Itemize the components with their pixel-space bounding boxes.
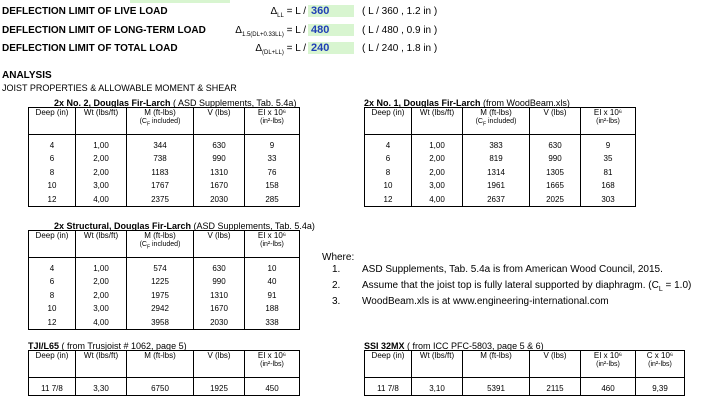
table-cell: 4	[365, 135, 412, 153]
column-header: EI x 10⁶ (in²-lbs)	[245, 108, 300, 135]
table-cell: 1310	[194, 289, 245, 302]
table-cell: 285	[245, 193, 300, 207]
table-cell: 1767	[127, 179, 194, 192]
table-row	[29, 135, 300, 153]
column-header: EI x 10⁶ (in²-lbs)	[245, 351, 300, 378]
column-header: V (lbs)	[194, 108, 245, 135]
table-cell: 2,00	[412, 152, 463, 165]
table-cell: 1,00	[412, 135, 463, 153]
table-cell: 10	[29, 179, 76, 192]
table-cell: 188	[245, 302, 300, 315]
table-cell: 2942	[127, 302, 194, 315]
column-header: Wt (lbs/ft)	[76, 351, 127, 378]
deflection-limit-label: DEFLECTION LIMIT OF LIVE LOAD	[2, 6, 168, 17]
column-header: Wt (lbs/ft)	[412, 351, 463, 378]
table-row	[29, 152, 300, 165]
table-cell: 8	[29, 166, 76, 179]
table-cell: 630	[530, 135, 581, 153]
table-title: 2x No. 2, Douglas Fir-Larch ( ASD Supplements, Tab. 5.4a)	[54, 98, 297, 108]
deflection-symbol: $\Delta_{(DL+LL)} = L$ /	[255, 43, 306, 56]
deflection-symbol: $\Delta_{LL} = L$ /	[270, 6, 306, 19]
column-header: Deep (in)	[29, 108, 76, 135]
table-title: 2x No. 1, Douglas Fir-Larch (from WoodBeam.xls)	[364, 98, 570, 108]
table-cell: 738	[127, 152, 194, 165]
table-cell: 8	[29, 289, 76, 302]
table-cell: 990	[530, 152, 581, 165]
table-cell: 2,00	[76, 275, 127, 288]
table-cell: 40	[245, 275, 300, 288]
table-row	[365, 179, 636, 192]
note-text: WoodBeam.xls is at www.engineering-international.com	[362, 296, 609, 307]
table-cell: 2,00	[76, 152, 127, 165]
table-cell: 2030	[194, 316, 245, 330]
table-cell: 1925	[194, 378, 245, 396]
deflection-limit-input[interactable]: 360	[308, 5, 354, 17]
table-cell: 1,00	[76, 258, 127, 276]
column-header: C x 10⁶ (in²-lbs)	[636, 351, 685, 378]
deflection-limit-input[interactable]: 480	[308, 24, 354, 36]
joist-property-table	[364, 350, 685, 396]
table-cell: 168	[581, 179, 636, 192]
table-title: 2x Structural, Douglas Fir-Larch (ASD Supplements, Tab. 5.4a)	[54, 221, 315, 231]
table-row	[29, 166, 300, 179]
table-cell: 3,00	[412, 179, 463, 192]
table-cell: 5391	[463, 378, 530, 396]
analysis-subheading: JOIST PROPERTIES & ALLOWABLE MOMENT & SHEAR	[2, 83, 237, 93]
column-header: Deep (in)	[365, 351, 412, 378]
note-number: 3.	[332, 296, 341, 307]
column-header: Wt (lbs/ft)	[412, 108, 463, 135]
table-cell: 2025	[530, 193, 581, 207]
table-title: SSI 32MX ( from ICC PFC-5803, page 5 & 6)	[364, 341, 544, 351]
column-header: M (ft-lbs) ($C_F$ included)	[463, 108, 530, 135]
table-cell: 338	[245, 316, 300, 330]
table-cell: 1225	[127, 275, 194, 288]
table-cell: 3,10	[412, 378, 463, 396]
table-cell: 4	[29, 258, 76, 276]
table-cell: 10	[365, 179, 412, 192]
table-cell: 1310	[194, 166, 245, 179]
table-cell: 1670	[194, 179, 245, 192]
deflection-limit-label: DEFLECTION LIMIT OF TOTAL LOAD	[2, 43, 178, 54]
table-cell: 1305	[530, 166, 581, 179]
table-row	[29, 316, 300, 330]
table-cell: 383	[463, 135, 530, 153]
table-row	[29, 193, 300, 207]
table-cell: 3,00	[76, 179, 127, 192]
table-cell: 3,00	[76, 302, 127, 315]
joist-property-table	[364, 107, 636, 207]
notes-where-label: Where:	[322, 252, 355, 263]
column-header: V (lbs)	[530, 108, 581, 135]
deflection-symbol: $\Delta_{1.5(DL+0.33LL)} = L$ /	[235, 25, 306, 38]
table-cell: 2030	[194, 193, 245, 207]
column-header: Deep (in)	[29, 231, 76, 258]
deflection-limit-label: DEFLECTION LIMIT OF LONG-TERM LOAD	[2, 25, 206, 36]
table-cell: 8	[365, 166, 412, 179]
table-row	[365, 135, 636, 153]
table-cell: 9	[245, 135, 300, 153]
table-cell: 990	[194, 152, 245, 165]
table-cell: 33	[245, 152, 300, 165]
table-cell: 9	[581, 135, 636, 153]
table-cell: 76	[245, 166, 300, 179]
analysis-heading: ANALYSIS	[2, 70, 52, 81]
table-row	[29, 275, 300, 288]
table-cell: 11 7/8	[29, 378, 76, 396]
table-cell: 11 7/8	[365, 378, 412, 396]
deflection-limit-note: ( L / 360 , 1.2 in )	[362, 6, 438, 17]
column-header: Deep (in)	[365, 108, 412, 135]
table-cell: 574	[127, 258, 194, 276]
table-cell: 460	[581, 378, 636, 396]
table-cell: 1183	[127, 166, 194, 179]
table-cell: 450	[245, 378, 300, 396]
table-cell: 3,30	[76, 378, 127, 396]
table-cell: 6	[29, 275, 76, 288]
table-cell: 1961	[463, 179, 530, 192]
table-cell: 2115	[530, 378, 581, 396]
table-cell: 10	[29, 302, 76, 315]
table-cell: 12	[365, 193, 412, 207]
table-row	[29, 179, 300, 192]
column-header: EI x 10⁶ (in²-lbs)	[581, 351, 636, 378]
table-cell: 1975	[127, 289, 194, 302]
table-cell: 158	[245, 179, 300, 192]
note-text: ASD Supplements, Tab. 5.4a is from American Wood Council, 2015.	[362, 264, 663, 275]
table-cell: 2375	[127, 193, 194, 207]
table-row	[29, 289, 300, 302]
input-highlight-strip	[130, 0, 230, 3]
column-header: M (ft-lbs)	[463, 351, 530, 378]
deflection-limit-input[interactable]: 240	[308, 42, 354, 54]
table-cell: 990	[194, 275, 245, 288]
table-cell: 12	[29, 193, 76, 207]
table-cell: 4,00	[412, 193, 463, 207]
table-cell: 2,00	[76, 166, 127, 179]
table-cell: 81	[581, 166, 636, 179]
column-header: M (ft-lbs)	[127, 351, 194, 378]
table-cell: 6750	[127, 378, 194, 396]
table-cell: 9,39	[636, 378, 685, 396]
note-number: 2.	[332, 280, 341, 291]
table-cell: 1314	[463, 166, 530, 179]
joist-property-table	[28, 230, 300, 330]
table-cell: 2637	[463, 193, 530, 207]
table-cell: 2,00	[76, 289, 127, 302]
table-cell: 3958	[127, 316, 194, 330]
column-header: V (lbs)	[194, 231, 245, 258]
column-header: M (ft-lbs) ($C_F$ included)	[127, 231, 194, 258]
column-header: Wt (lbs/ft)	[76, 108, 127, 135]
table-title: TJI/L65 ( from Trusjoist # 1062, page 5)	[28, 341, 187, 351]
note-text: Assume that the joist top is fully lateral supported by diaphragm. $(C_L = 1.0)$	[362, 280, 692, 293]
column-header: M (ft-lbs) ($C_F$ included)	[127, 108, 194, 135]
table-row	[365, 166, 636, 179]
table-cell: 35	[581, 152, 636, 165]
column-header: EI x 10⁶ (in²-lbs)	[245, 231, 300, 258]
joist-property-table	[28, 107, 300, 207]
table-cell: 2,00	[412, 166, 463, 179]
table-cell: 1670	[194, 302, 245, 315]
table-cell: 630	[194, 258, 245, 276]
column-header: Wt (lbs/ft)	[76, 231, 127, 258]
note-number: 1.	[332, 264, 341, 275]
column-header: Deep (in)	[29, 351, 76, 378]
table-cell: 6	[29, 152, 76, 165]
table-row	[29, 378, 300, 396]
table-row	[365, 152, 636, 165]
table-cell: 4,00	[76, 316, 127, 330]
table-row	[365, 378, 685, 396]
table-cell: 303	[581, 193, 636, 207]
table-cell: 344	[127, 135, 194, 153]
table-cell: 4,00	[76, 193, 127, 207]
table-cell: 91	[245, 289, 300, 302]
deflection-limit-note: ( L / 480 , 0.9 in )	[362, 25, 438, 36]
table-cell: 1,00	[76, 135, 127, 153]
table-row	[365, 193, 636, 207]
table-cell: 819	[463, 152, 530, 165]
column-header: EI x 10⁶ (in²-lbs)	[581, 108, 636, 135]
deflection-limit-note: ( L / 240 , 1.8 in )	[362, 43, 438, 54]
table-cell: 1665	[530, 179, 581, 192]
table-cell: 12	[29, 316, 76, 330]
column-header: V (lbs)	[194, 351, 245, 378]
table-cell: 10	[245, 258, 300, 276]
column-header: V (lbs)	[530, 351, 581, 378]
table-row	[29, 302, 300, 315]
table-cell: 6	[365, 152, 412, 165]
joist-property-table	[28, 350, 300, 396]
table-cell: 630	[194, 135, 245, 153]
table-row	[29, 258, 300, 276]
table-cell: 4	[29, 135, 76, 153]
